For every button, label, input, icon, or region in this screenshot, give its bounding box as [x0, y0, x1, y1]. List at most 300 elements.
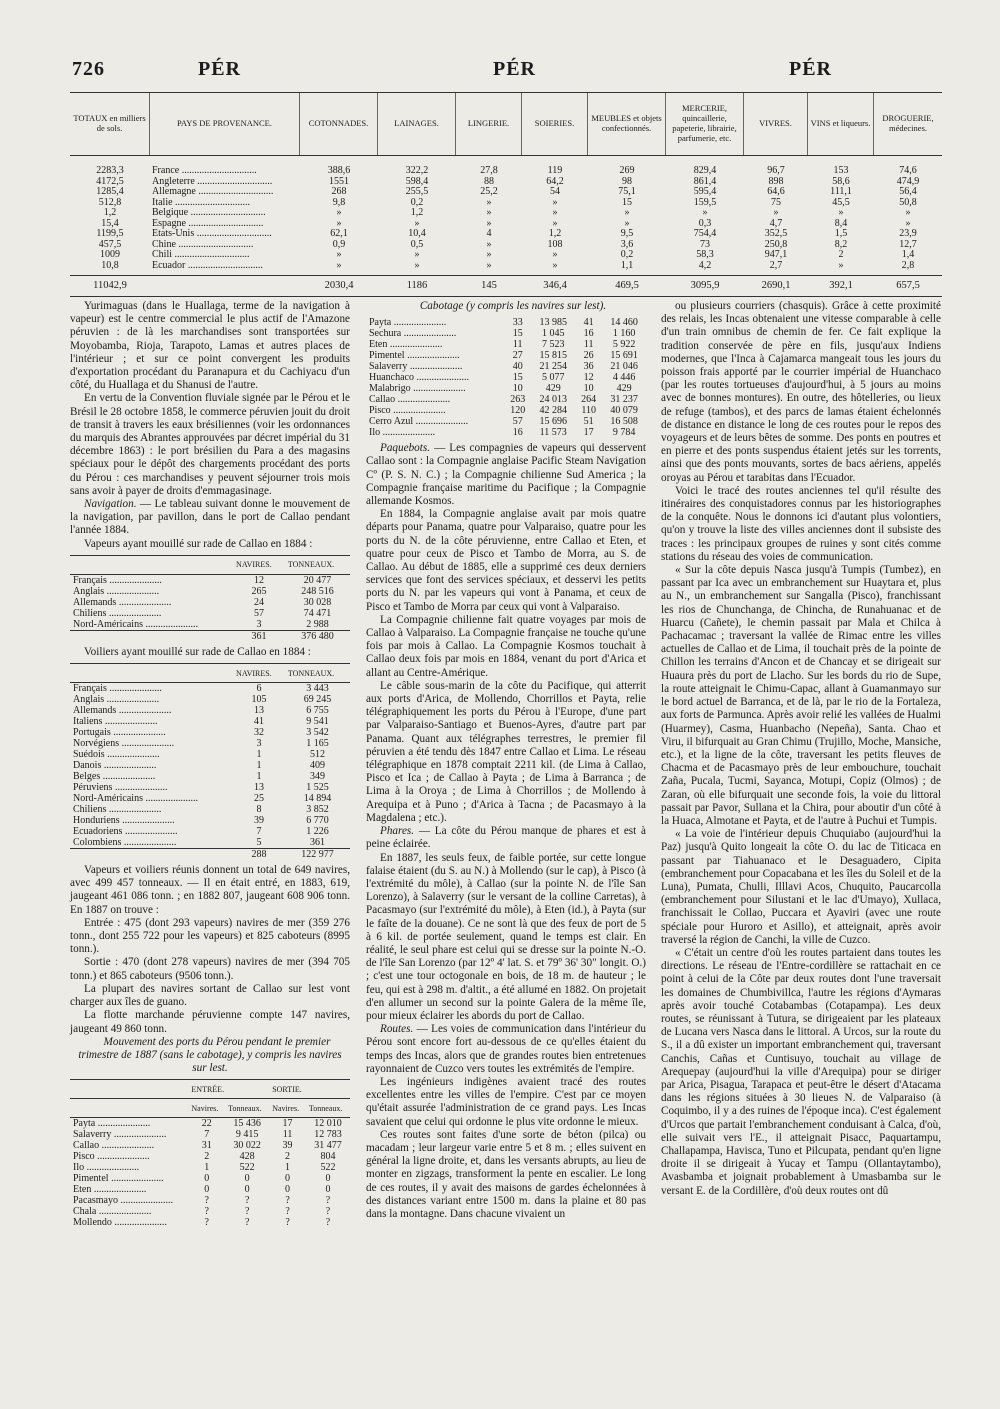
table-cell: 7 — [256, 826, 262, 838]
table-cell: 16 508 — [610, 416, 638, 428]
table-cell: 41 — [583, 317, 594, 329]
column-header: VINS et liqueurs. — [808, 93, 874, 155]
table-cell: 14 894 — [303, 793, 332, 805]
row-label: Ilo ..... — [70, 1162, 188, 1173]
table-cell: 120 — [510, 405, 526, 417]
table-cell: 27 — [512, 350, 523, 362]
table-row — [70, 705, 350, 716]
table-cell: 10,8 — [101, 260, 119, 271]
section-title-routes: Routes. — [380, 1023, 414, 1036]
paragraph: Le câble sous-marin de la côte du Pacifique, qui atterrit aux ports d'Arica, de Mollendo, Chorrillos et Payta, relie télégraphiquement les ports du Pérou à l'Europe, d'une part par Valparaiso-Santiago et Buenos-Ayres, d'autre part par Panama. Quant aux télégraphes terrestres, le premier fil péruvien a été tendu dès 1847 entre Callao et Lima. Le réseau télégraphique en 1878 comptait 2211 kil. (de Lima à Callao, Pisco et Ica ; de Callao à Payta ; de Lima à Barranca ; de Lima à la Oroya ; de Lima à Chorrillos ; de Mollendo à Arequipa et à Puno ; d'Arica à Tacna ; de Pacasmayo à la Magdalena ; etc.). — [366, 679, 646, 824]
table-cell: ? — [204, 1195, 209, 1207]
section-title-navigation: Navigation. — [84, 498, 137, 511]
table-cell: 3 852 — [306, 804, 329, 816]
table-row — [366, 394, 646, 405]
table-cell: 595,4 — [693, 187, 717, 197]
table-row — [70, 760, 350, 771]
table-cell: 16 — [583, 328, 594, 340]
table-row — [366, 383, 646, 394]
table-cell: » — [552, 197, 558, 208]
table-cell: 1 165 — [306, 738, 329, 750]
table-cell: 5 922 — [612, 339, 636, 351]
table-cell: 269 — [619, 166, 635, 176]
table-cell: 108 — [547, 239, 563, 250]
table-cell: 0,2 — [410, 197, 424, 208]
row-label: Portugais ..... — [70, 727, 233, 738]
table-cell: 1009 — [100, 250, 120, 260]
table-cell: 6 755 — [306, 705, 329, 717]
table-cell: 0 — [244, 1184, 250, 1196]
table-cell: 31 477 — [314, 1140, 342, 1152]
country-cell: Allemagne ..... — [150, 187, 300, 198]
paragraph: Les ingénieurs indigènes avaient tracé des routes excellentes entre les villes de l'empire. C'est par ce moyen qu'était assurée l'administration de ce grand pays. Les Incas savaient que celui qui ordonne le plus vite ordonne le mieux. — [366, 1075, 646, 1128]
row-label: Suédois ..... — [70, 749, 233, 760]
table-row — [70, 683, 350, 695]
table-row — [70, 694, 350, 705]
row-label: Anglais ..... — [70, 586, 233, 597]
paragraph: Routes. — Les voies de communication dans l'intérieur du Pérou sont encore fort au-dessous de ce qu'elles étaient du temps des Incas, alors que de grandes routes bien entretenues rayonnaient de Cuzco vers toutes les extrémités de l'empire. — [366, 1023, 646, 1075]
table-cell: 40 079 — [610, 405, 638, 417]
total-cell: 2030,4 — [324, 280, 354, 291]
table-cell: 15 — [622, 197, 632, 208]
table-cell: 1199,5 — [96, 229, 124, 239]
section-title-paquebots: Paquebots. — [380, 442, 431, 455]
table-cell: 33 — [512, 317, 523, 329]
table-cell: 2 988 — [306, 618, 329, 630]
table-row — [366, 339, 646, 350]
table-title: Vapeurs ayant mouillé sur rade de Callao en 1884 : — [84, 537, 313, 550]
table-cell: 73 — [700, 239, 710, 250]
table-row — [70, 586, 350, 597]
import-table — [70, 92, 942, 297]
table-row — [70, 166, 942, 177]
table-cell: 5 077 — [541, 372, 565, 384]
table-cell: 45,5 — [832, 197, 850, 208]
table-cell: 429 — [616, 383, 632, 395]
running-head-right: PÉR — [789, 58, 832, 80]
total-cell: 346,4 — [543, 280, 567, 291]
table-cell: 352,5 — [764, 229, 788, 239]
table-row — [70, 619, 350, 631]
row-label: Pisco ..... — [366, 405, 504, 416]
row-label: Français ..... — [70, 683, 233, 695]
table-cell: 0 — [204, 1184, 210, 1196]
table-cell: » — [486, 218, 492, 229]
table-cell: 5 — [256, 837, 262, 849]
table-row — [70, 1140, 350, 1151]
table-cell: » — [624, 208, 630, 218]
column-header: TONNEAUX. — [285, 555, 350, 574]
table-cell: 105 — [251, 694, 267, 706]
table-cell: 457,5 — [98, 239, 122, 250]
table-cell: 75 — [771, 197, 781, 208]
column-header: Tonneaux. — [225, 1099, 269, 1118]
table-cell: ? — [325, 1217, 331, 1229]
table-row — [70, 208, 942, 219]
table-cell: 0 — [285, 1184, 291, 1196]
table-cell: 1 045 — [541, 328, 565, 340]
table-cell: 88 — [484, 176, 494, 187]
table-cell: 9 415 — [235, 1129, 259, 1141]
table-cell: 522 — [239, 1162, 255, 1174]
total-row — [70, 849, 350, 861]
table-cell: 8,4 — [834, 218, 848, 229]
table-cell: 4 446 — [612, 372, 636, 384]
table-row — [70, 240, 942, 251]
table-cell: 10,4 — [408, 229, 426, 239]
paragraph: Vapeurs et voiliers réunis donnent un total de 649 navires, avec 499 457 tonneaux. — Il en était entré, en 1883, 619, jaugeant 461 086 tonn. ; en 1882 807, jaugeant 608 906 tonn. En 1887 on trouve : — [70, 864, 350, 916]
paragraph: Entrée : 475 (dont 293 vapeurs) navires de mer (359 276 tonn., dont 255 722 pour les vapeurs) et 825 caboteurs (8995 tonn.). — [70, 916, 350, 956]
table-cell: 268 — [331, 187, 347, 197]
table-cell: 39 — [282, 1140, 293, 1152]
table-cell: 57 — [512, 416, 523, 428]
table-cell: 829,4 — [693, 166, 717, 176]
table-cell: 0,3 — [698, 218, 712, 229]
row-label: Nord-Américains ..... — [70, 793, 233, 804]
paragraph: Sortie : 470 (dont 278 vapeurs) navires de mer (394 705 tonn.) et 865 caboteurs (9506 tonn.). — [70, 956, 350, 982]
table-cell: 522 — [320, 1162, 336, 1174]
table-cell: ? — [325, 1195, 331, 1207]
table-cell: 51 — [583, 416, 594, 428]
table-cell: 9 784 — [612, 427, 636, 439]
table-cell: 58,6 — [832, 176, 850, 187]
row-label: Danois ..... — [70, 760, 233, 771]
table-cell: 598,4 — [405, 176, 429, 187]
table-cell: 474,9 — [896, 176, 920, 187]
column-header: DROGUERIE, médecines. — [882, 113, 934, 133]
paragraph: Voici le tracé des routes anciennes tel qu'il résulte des itinéraires des conquistadores connus par les historiographes de la conquête. Nous le donnons ici d'autant plus volontiers, qu'on y trouve la liste des villes anciennes dont il subsiste des traces : les principaux groupes de ruines y sont cités comme stations du réseau des voies de communication. — [661, 484, 941, 563]
table-row — [70, 1129, 350, 1140]
table-row — [70, 219, 942, 230]
row-label: Ilo ..... — [366, 427, 504, 438]
section-title-phares: Phares. — [380, 825, 415, 838]
row-label: Chiliens ..... — [70, 804, 233, 815]
table-cell: 250,8 — [764, 239, 788, 250]
total-cell: 361 — [233, 630, 285, 642]
blank-cell — [70, 849, 233, 861]
table-cell: 3 443 — [306, 683, 329, 695]
table-cell: 512 — [309, 749, 325, 761]
column-header: VIVRES. — [744, 93, 808, 155]
table-cell: 24 013 — [539, 394, 567, 406]
table-title: Voiliers ayant mouillé sur rade de Callao en 1884 : — [84, 645, 311, 658]
table-row — [70, 597, 350, 608]
table-cell: 2 — [838, 250, 844, 260]
table-cell: 1 — [256, 760, 262, 772]
table-cell: 0 — [285, 1173, 291, 1185]
table-cell: » — [624, 218, 630, 229]
row-label: Colombiens ..... — [70, 837, 233, 849]
table-cell: 31 — [201, 1140, 212, 1152]
table-cell: 30 022 — [233, 1140, 261, 1152]
table-header-row — [70, 1099, 350, 1118]
row-label: Huanchaco ..... — [366, 372, 504, 383]
table-cell: 512,8 — [98, 197, 122, 208]
table-row — [70, 1162, 350, 1173]
row-label: Norvégiens ..... — [70, 738, 233, 749]
table-cell: 4,2 — [698, 260, 712, 271]
table-cell: 0,5 — [410, 239, 424, 250]
table-cell: 58,3 — [696, 250, 714, 260]
table-cell: 15 696 — [539, 416, 567, 428]
table-cell: » — [773, 208, 779, 218]
table-row — [70, 771, 350, 782]
table-cell: 1 226 — [306, 826, 329, 838]
row-label: Sechura ..... — [366, 328, 504, 339]
table-cell: 23,9 — [899, 229, 917, 239]
table-cell: 1,2 — [410, 208, 424, 218]
table-cell: » — [336, 208, 342, 218]
table-cell: » — [838, 208, 844, 218]
table-cell: 3,6 — [620, 239, 634, 250]
table-cell: 27,8 — [480, 166, 498, 176]
table-cell: 16 — [512, 427, 523, 439]
row-label: Allemands ..... — [70, 597, 233, 608]
table-cell: 24 — [253, 596, 264, 608]
country-cell: Chine ..... — [150, 240, 300, 251]
paragraph: Phares. — La côte du Pérou manque de phares et est à peine éclairée. — [366, 825, 646, 851]
table-cell: 1,5 — [834, 229, 848, 239]
table-row — [70, 250, 942, 261]
page-number: 726 — [72, 58, 105, 80]
table-row — [366, 361, 646, 372]
import-table-header — [70, 92, 942, 156]
table-cell: 11 — [512, 339, 523, 351]
table-cell: 26 — [583, 350, 594, 362]
table-cell: 40 — [512, 361, 523, 373]
table-row — [70, 187, 942, 198]
table-cell: 62,1 — [330, 229, 348, 239]
ports-movement-table — [70, 1079, 350, 1228]
table-cell: ? — [285, 1217, 290, 1229]
table-row — [70, 574, 350, 586]
table-cell: 14 460 — [610, 317, 638, 329]
table-cell: » — [486, 250, 492, 260]
running-head-center: PÉR — [493, 58, 536, 80]
table-cell: 11 — [583, 339, 594, 351]
country-cell: Espagne ..... — [150, 219, 300, 230]
table-row — [70, 815, 350, 826]
table-cell: » — [552, 208, 558, 218]
table-cell: ? — [204, 1217, 209, 1229]
table-row — [70, 727, 350, 738]
table-row — [366, 405, 646, 416]
table-cell: » — [336, 218, 342, 229]
column-header: TONNEAUX. — [285, 664, 350, 683]
paragraph: La flotte marchande péruvienne compte 147 navires, jaugeant 49 860 tonn. — [70, 1009, 350, 1035]
table-cell: 75,1 — [618, 187, 636, 197]
table-cell: 42 284 — [539, 405, 567, 417]
table-cell: 1,1 — [620, 260, 634, 271]
table-row — [366, 317, 646, 328]
total-row — [70, 630, 350, 642]
table-cell: 409 — [309, 760, 325, 772]
table-cell: ? — [244, 1195, 250, 1207]
table-cell: 3 — [256, 618, 262, 630]
table-cell: ? — [244, 1217, 250, 1229]
table-title: Cabotage (y compris les navires sur lest). — [419, 300, 607, 312]
row-label: Anglais ..... — [70, 694, 233, 705]
table-cell: 255,5 — [405, 187, 429, 197]
table-cell: 2,8 — [901, 260, 915, 271]
column-left — [70, 300, 350, 1232]
table-row — [366, 416, 646, 427]
paragraph: En vertu de la Convention fluviale signée par le Pérou et le Brésil le 28 octobre 1858, le commerce péruvien jouit du droit de transit à travers les eaux brésiliennes (voir les ordonnances du marquis des Abrantes approuvées par décret impérial du 31 décembre 1863) : le port brésilien du Para a des magasins spéciaux pour le dépôt des chargements procédant des ports du Pérou : ces marchandises y peuvent séjourner trois mois sans avoir à payer de droits d'emmagasinage. — [70, 392, 350, 497]
sailing-ships-table — [70, 663, 350, 860]
column-header: LINGERIE. — [456, 93, 522, 155]
row-label: Salaverry ..... — [70, 1129, 188, 1140]
table-row — [70, 826, 350, 837]
table-row — [70, 229, 942, 240]
table-cell: 861,4 — [693, 176, 717, 187]
total-cell: 288 — [233, 849, 285, 861]
table-row — [70, 793, 350, 804]
row-label: Honduriens ..... — [70, 815, 233, 826]
table-cell: » — [552, 218, 558, 229]
row-label: Ecuadoriens ..... — [70, 826, 233, 837]
table-cell: » — [414, 260, 420, 271]
table-cell: 10 — [512, 383, 523, 395]
table-cell: 2 — [204, 1151, 210, 1163]
table-cell: 248 516 — [301, 585, 334, 597]
table-cell: 11 — [282, 1129, 293, 1141]
column-header: LAINAGES. — [378, 93, 456, 155]
table-cell: 361 — [309, 837, 325, 849]
country-cell: Ecuador ..... — [150, 261, 300, 272]
table-header-row — [70, 555, 350, 574]
table-cell: 1,4 — [901, 250, 915, 260]
table-cell: 64,6 — [767, 187, 785, 197]
table-cell: 6 770 — [306, 815, 329, 827]
row-label: Eten ..... — [70, 1184, 188, 1195]
table-cell: 54 — [550, 187, 560, 197]
table-cell: 12 783 — [314, 1129, 342, 1141]
column-header: Navires. — [188, 1099, 225, 1118]
table-cell: 1,2 — [103, 208, 117, 218]
table-cell: 2 — [285, 1151, 291, 1163]
table-cell: » — [702, 208, 708, 218]
column-header: NAVIRES. — [233, 555, 285, 574]
table-cell: 74,6 — [899, 166, 917, 176]
table-cell: » — [838, 260, 844, 271]
table-cell: 11 573 — [539, 427, 567, 439]
table-cell: 13 — [253, 705, 264, 717]
table-cell: 0 — [325, 1173, 331, 1185]
table-cell: 429 — [545, 383, 561, 395]
table-cell: 159,5 — [693, 197, 717, 208]
table-cell: 15 436 — [233, 1118, 261, 1130]
row-label: Payta ..... — [366, 317, 504, 328]
table-cell: 69 245 — [303, 694, 332, 706]
table-cell: 1 — [256, 749, 262, 761]
table-cell: 1 160 — [612, 328, 636, 340]
table-row — [70, 1195, 350, 1206]
table-cell: 9 541 — [306, 716, 329, 728]
row-label: Italiens ..... — [70, 716, 233, 727]
table-cell: » — [486, 197, 492, 208]
table-cell: 8,2 — [834, 239, 848, 250]
table-cell: » — [905, 218, 911, 229]
table-cell: 96,7 — [767, 166, 785, 176]
table-cell: 21 046 — [610, 361, 638, 373]
table-cell: 1 — [256, 771, 262, 783]
row-label: Belges ..... — [70, 771, 233, 782]
table-header-row — [70, 1080, 350, 1099]
country-cell: France ..... — [150, 166, 300, 177]
blank-header — [70, 1099, 188, 1118]
column-header: COTONNADES. — [300, 93, 378, 155]
row-label: Mollendo ..... — [70, 1217, 188, 1228]
table-cell: 804 — [320, 1151, 336, 1163]
paragraph: La plupart des navires sortant de Callao sur lest vont charger aux îles de guano. — [70, 982, 350, 1009]
table-row — [70, 198, 942, 209]
running-head-left: PÉR — [198, 58, 241, 80]
table-cell: 1 — [285, 1162, 291, 1174]
column-header: MEUBLES et objets confectionnés. — [588, 93, 666, 155]
table-cell: ? — [285, 1195, 290, 1207]
total-cell: 392,1 — [829, 280, 853, 291]
table-cell: 7 — [204, 1129, 210, 1141]
table-row — [70, 716, 350, 727]
blank-header — [70, 664, 233, 683]
table-cell: 4 — [486, 229, 492, 239]
table-row — [70, 749, 350, 760]
table-cell: 0,9 — [332, 239, 346, 250]
table-cell: 119 — [547, 166, 563, 176]
table-cell: 64,2 — [546, 176, 564, 187]
table-cell: 10 — [583, 383, 594, 395]
column-header: Tonneaux. — [306, 1099, 350, 1118]
total-cell: 1186 — [406, 280, 428, 291]
total-cell: 469,5 — [615, 280, 639, 291]
paragraph: La Compagnie chilienne fait quatre voyages par mois de Callao à Valparaiso. La Compagnie française ne touche qu'une fois par mois à Callao. La Compagnie Kosmos touchait à Callao deux fois par mois en 1884, venant du port d'Arica et allant au Centre-Amérique. — [366, 613, 646, 679]
paragraph: Yurimaguas (dans le Huallaga, terme de la navigation à vapeur) est le centre commercial le plus actif de l'Amazone péruvien : de là les marchandises sont transportées sur Moyobamba, Rioja, Tarapoto, Lamas et autres places de l'intérieur ; et sur ce point convergent les produits d'exportation procédant du Paranapura et du Cachiyacu d'un côté, du Huallaga et du Shanusi de l'autre. — [70, 300, 350, 392]
table-cell: ? — [244, 1206, 250, 1218]
table-row — [70, 837, 350, 849]
row-label: Malabrigo ..... — [366, 383, 504, 394]
paragraph: En 1884, la Compagnie anglaise avait par mois quatre départs pour Panama, quatre pour Valparaiso, quatre pour les ports du N. de la côte péruvienne, entre Callao et Eten, et quatre pour ceux de Pisco et Tambo de Morra, au S. de Callao. Au début de 1885, elle a supprimé ces deux derniers services que font des services spéciaux, et desservi les petits ports du N. par les vapeurs qui vont à Panama, et ceux de Pisco et Tambo de Morra par ceux qui vont à Valparaiso. — [366, 508, 646, 613]
table-cell: 1 — [204, 1162, 210, 1174]
paragraph: « Sur la côte depuis Nasca jusqu'à Tumpis (Tumbez), en passant par Ica avec un embranchement sur Huaytara et, plus au N., un embranchement sur Sangalla (Pisco), franchissant les rios de Chunchanga, de Chincha, de Runahuanac et de Huarcu (Cañete), le chemin passait par Mala et Chilca à Pachacamac ; traversant la vallée de Rimac entre les villes actuelles de Callao et de Lima, il touchait près de la pointe de Chillon les terrains d'Ancon et de Chancay et se dirigeait sur Huaura près du port de Llacho. Sur les bords du rio de Supe, la route atteignait le Chimu-Capac, allant à Guamanmayo sur le bord actuel de Barranca, et de là, par le rio de la Fortaleza, aux forts de Parmunca. Après avoir relié les vallées de Hualmi (Huarmey), Casma, Huanbacho (Nepeña), Santa. Chao et Viru, il bifurquait au Gran Chimu (Trujillo, Moche, Mansiche, etc.), et la ligne de la côte, traversant les petits fleuves de Chacma et de Pacasmayo près de leur embouchure, touchait Zaña, Pucala, Tucmi, Sayanca, Motupi, Copiz (Olmos) ; de Zaran, où elle bifurquait une seconde fois, la voie du littoral passait par Pavor, Sullana et la Chira, pour aboutir d'un côté à la Huaca, Almotane et Payta, et de l'autre à Puchui et Tumpis. — [661, 564, 941, 827]
table-cell: 32 — [253, 727, 264, 739]
table-cell: 17 — [583, 427, 594, 439]
table-cell: » — [336, 260, 342, 271]
table-cell: 12 — [583, 372, 594, 384]
table-cell: 0 — [204, 1173, 210, 1185]
table-cell: 25 — [253, 793, 264, 805]
table-cell: 7 523 — [541, 339, 565, 351]
table-cell: » — [414, 250, 420, 260]
country-cell: Belgique ..... — [150, 208, 300, 219]
blank-header — [70, 1080, 188, 1099]
country-cell: États-Unis ..... — [150, 229, 300, 240]
row-label: Français ..... — [70, 574, 233, 586]
table-cell: 0 — [244, 1173, 250, 1185]
table-row — [70, 261, 942, 272]
table-cell: 56,4 — [899, 187, 917, 197]
table-row — [70, 1184, 350, 1195]
column-header: TOTAUX en milliers de sols. — [70, 93, 150, 155]
table-cell: » — [486, 239, 492, 250]
table-cell: 4172,5 — [96, 176, 124, 187]
table-cell: 12,7 — [899, 239, 917, 250]
table-cell: » — [486, 260, 492, 271]
total-cell — [150, 276, 300, 296]
table-row — [70, 608, 350, 619]
row-label: Callao ..... — [366, 394, 504, 405]
table-cell: 21 254 — [539, 361, 567, 373]
table-cell: 110 — [581, 405, 596, 417]
